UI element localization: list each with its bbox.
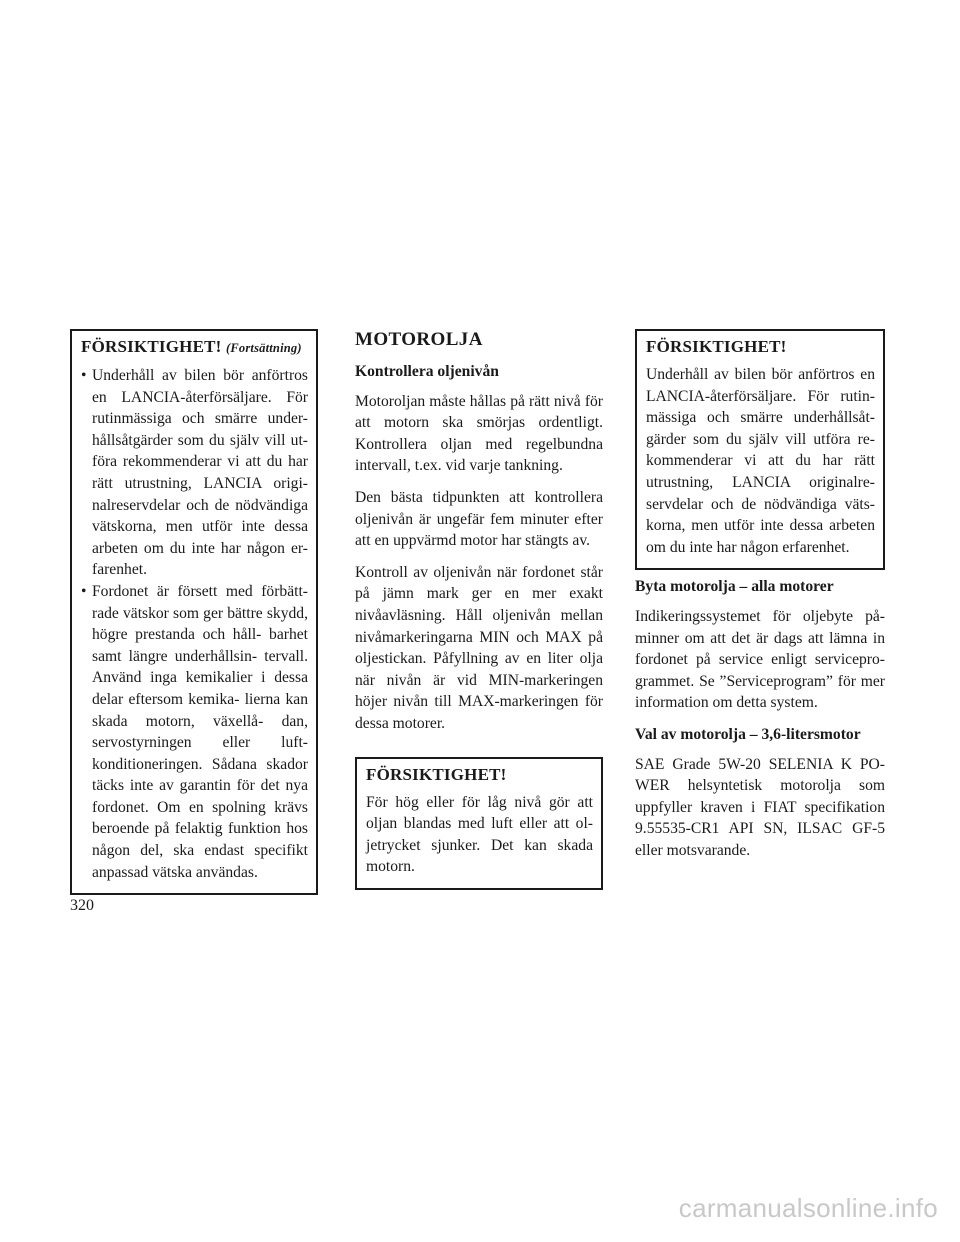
page-number: 320 [70, 897, 94, 914]
paragraph: Motoroljan måste hållas på rätt nivå för att motorn ska smörjas ordentligt. Kontrollera oljan med regelbundna intervall, t.ex. vid varje tankning. [355, 392, 603, 475]
section-title: MOTOROLJA [355, 329, 483, 350]
bullet-item: • Fordonet är försett med förbätt- rade vätskor som ger bättre skydd, högre prestanda och håll- barhet samt längre underhållsin- tervall. Använd inga kemikalier i dessa delar eftersom kemika- lierna kan skada motorn, växellå- dan, servostyrningen eller luft- konditioneringen. Sådana skador täcks inte av garantin för det nya fordonet. Om en spolning krävs beroende på felaktig funktion hos någon del, ska endast specifikt anpassad vätska användas. [81, 581, 308, 883]
paragraph: Den bästa tidpunkten att kontrollera oljenivån är ungefär fem minuter efter att en uppvärmd motor har stängts av. [355, 488, 603, 550]
left-column [70, 329, 318, 895]
subheading-oil-choice: Val av motorolja – 3,6-litersmotor [635, 725, 861, 743]
caution-text: För hög eller för låg nivå gör att oljan blandas med luft eller att ol- jetrycket sjunker. Det kan skada motorn. [366, 793, 593, 876]
subheading-change-oil: Byta motorolja – alla motorer [635, 578, 834, 596]
caution-title: FÖRSIKTIGHET! [646, 337, 787, 356]
caution-box-continued [70, 329, 318, 895]
subheading-check-oil: Kontrollera oljenivån [355, 363, 499, 380]
bullet-item: • Underhåll av bilen bör anförtros en LANCIA-återförsäljare. För rutinmässiga och smärre under- hållsåtgärder som du själv vill ut- föra rekommenderar vi att du har rätt utrustning, LANCIA origi- nalreservdelar och de nödvändiga vätskorna, men utför inte dessa arbeten om du inte har någon er- farenhet. [81, 365, 308, 581]
caution-box-oil-level [355, 757, 603, 890]
paragraph: Indikeringssystemet för oljebyte på- minner om att det är dags att lämna in fordonet på service enligt servicepro- grammet. Se ”Serviceprogram” för mer information om detta system. [635, 607, 885, 712]
caution-heading [81, 336, 308, 359]
continuation-label: (Fortsättning) [225, 341, 302, 355]
caution-title: FÖRSIKTIGHET! [81, 337, 222, 356]
caution-title: FÖRSIKTIGHET! [366, 764, 507, 784]
watermark: carmanualsonline.info [678, 1193, 938, 1223]
caution-text: Underhåll av bilen bör anförtros en LANCIA-återförsäljare. För rutin- mässiga och smärre underhållsåt- gärder som du själv vill utföra re- kommenderar vi att du har rätt utrustning, LANCIA originalre- servdelar och de nödvändiga väts- korna, men utför inte dessa arbeten om du inte har någon erfarenhet. [646, 366, 875, 556]
caution-box-maintenance [635, 329, 885, 570]
caution-bullet-list [81, 365, 308, 883]
paragraph: Kontroll av oljenivån när fordonet står på jämn mark ger en mer exakt nivåavläsning. Håll oljenivån mellan nivåmarkeringarna MIN och MAX på oljestickan. Påfyllning av en liter olja när nivån är vid MIN-markeringen höjer nivån till MAX-markeringen för dessa motorer. [355, 563, 603, 732]
middle-column [355, 329, 603, 890]
right-column [635, 329, 885, 871]
paragraph: SAE Grade 5W-20 SELENIA K PO- WER helsyntetisk motorolja som uppfyller kraven i FIAT specifikation 9.55535-CR1 API SN, ILSAC GF-5 eller motsvarande. [635, 755, 885, 859]
